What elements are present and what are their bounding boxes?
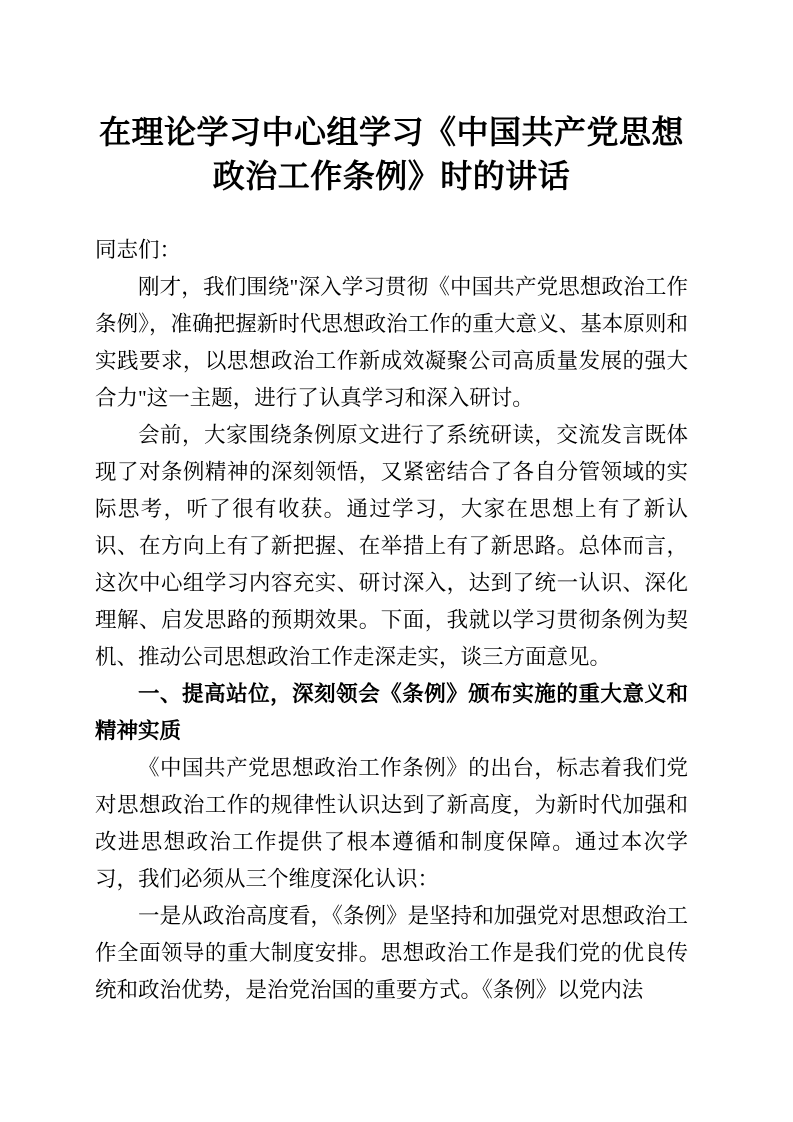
- document-title: 在理论学习中心组学习《中国共产党思想政治工作条例》时的讲话: [98, 114, 684, 194]
- paragraph-summary: 会前，大家围绕条例原文进行了系统研读，交流发言既体现了对条例精神的深刻领悟，又紧密结合了各自分管领域的实际思考，听了很有收获。通过学习，大家在思想上有了新认识、在方向上有了新把握、在举措上有了新思路。总体而言，这次中心组学习内容充实、研讨深入，达到了统一认识、深化理解、启发思路的预期效果。下面，我就以学习贯彻条例为契机、推动公司思想政治工作走深走实，谈三方面意见。: [95, 423, 688, 669]
- paragraph-significance: 《中国共产党思想政治工作条例》的出台，标志着我们党对思想政治工作的规律性认识达到了新高度，为新时代加强和改进思想政治工作提供了根本遵循和制度保障。通过本次学习，我们必须从三个维度深化认识：: [95, 756, 688, 891]
- paragraph-opening: 刚才，我们围绕"深入学习贯彻《中国共产党思想政治工作条例》，准确把握新时代思想政治工作的重大意义、基本原则和实践要求，以思想政治工作新成效凝聚公司高质量发展的强大合力"这一主题，进行了认真学习和深入研讨。: [95, 275, 688, 410]
- paragraph-political-dimension: 一是从政治高度看，《条例》是坚持和加强党对思想政治工作全面领导的重大制度安排。思想政治工作是我们党的优良传统和政治优势，是治党治国的重要方式。《条例》以党内法: [95, 904, 688, 1002]
- salutation-line: 同志们：: [95, 238, 182, 262]
- section-heading-1: 一、提高站位，深刻领会《条例》颁布实施的重大意义和精神实质: [95, 682, 688, 743]
